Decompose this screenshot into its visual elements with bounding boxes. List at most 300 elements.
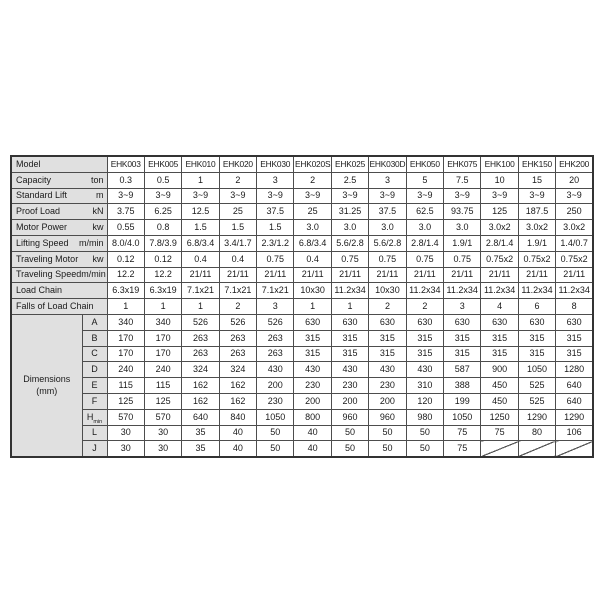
dimension-value-cell: 200 [369, 393, 406, 409]
dimension-value-cell: 340 [107, 314, 144, 330]
spec-table-body [11, 156, 593, 457]
dimension-value-cell: 30 [107, 425, 144, 441]
spec-row [11, 220, 593, 236]
spec-value-cell: 3~9 [331, 188, 368, 204]
spec-value-cell: 0.75 [369, 251, 406, 267]
spec-value-cell: 3~9 [144, 188, 181, 204]
dimension-value-cell: 199 [444, 393, 481, 409]
dimension-value-cell: 570 [107, 409, 144, 425]
spec-value-cell: 2.3/1.2 [257, 235, 294, 251]
dimension-value-cell: 263 [257, 330, 294, 346]
spec-value-cell: 1 [331, 299, 368, 315]
dimension-value-cell: 162 [182, 393, 219, 409]
spec-row [11, 299, 593, 315]
spec-value-cell: 5.6/2.8 [331, 235, 368, 251]
model-name-cell: EHK100 [481, 156, 518, 172]
spec-row-label: Standard Lift [16, 190, 68, 201]
dimension-value-cell: 315 [518, 330, 555, 346]
spec-value-cell: 11.2x34 [406, 283, 443, 299]
spec-value-cell: 5 [406, 172, 443, 188]
spec-value-cell: 250 [556, 204, 593, 220]
dimension-value-cell: 630 [369, 314, 406, 330]
model-name-cell: EHK075 [444, 156, 481, 172]
spec-row-label: Lifting Speed [16, 237, 69, 248]
spec-row-label-wrap [12, 302, 107, 311]
dimensions-label-title: Dimensions [23, 374, 71, 385]
dimension-value-cell: 315 [294, 330, 331, 346]
spec-value-cell: 1.5 [182, 220, 219, 236]
spec-row-label-wrap [12, 223, 107, 232]
spec-value-cell: 2 [219, 172, 256, 188]
spec-value-cell: 2 [219, 299, 256, 315]
dimension-value-cell: 315 [556, 346, 593, 362]
dimension-value-cell: 630 [481, 314, 518, 330]
dimension-value-cell: 310 [406, 378, 443, 394]
dimension-value-cell: 125 [107, 393, 144, 409]
dimension-value-cell: 230 [369, 378, 406, 394]
dimension-value-cell: 1250 [481, 409, 518, 425]
dimension-value-cell: 40 [294, 425, 331, 441]
dimension-value-cell: 120 [406, 393, 443, 409]
spec-value-cell: 0.3 [107, 172, 144, 188]
spec-value-cell: 3.0 [331, 220, 368, 236]
dimension-value-cell: 315 [369, 330, 406, 346]
dimension-value-cell: 50 [406, 441, 443, 457]
spec-row-label-cell [11, 267, 107, 283]
spec-value-cell: 15 [518, 172, 555, 188]
spec-row-unit: m/min [81, 269, 106, 280]
dimension-value-cell: 40 [219, 425, 256, 441]
dimension-value-cell: 30 [107, 441, 144, 457]
spec-row [11, 251, 593, 267]
spec-row-label-cell [11, 299, 107, 315]
dimension-value-cell: 315 [481, 330, 518, 346]
dimension-value-cell: 430 [257, 362, 294, 378]
spec-value-cell: 37.5 [369, 204, 406, 220]
dimensions-label-cell [11, 314, 82, 457]
spec-value-cell: 10x30 [294, 283, 331, 299]
spec-row-unit: kN [92, 206, 104, 217]
spec-value-cell: 3~9 [294, 188, 331, 204]
spec-value-cell: 3.0 [406, 220, 443, 236]
spec-value-cell: 3.0 [444, 220, 481, 236]
dimension-key-cell: E [82, 378, 107, 394]
dimension-value-cell: 263 [257, 346, 294, 362]
spec-value-cell: 1.4/0.7 [556, 235, 593, 251]
spec-row-unit: kw [92, 253, 104, 264]
dimension-value-cell: 50 [369, 441, 406, 457]
not-applicable-cell [518, 441, 555, 457]
spec-value-cell: 1 [294, 299, 331, 315]
dimension-value-cell: 1050 [257, 409, 294, 425]
spec-value-cell: 1 [182, 172, 219, 188]
dimension-value-cell: 340 [144, 314, 181, 330]
model-name-cell: EHK030D [369, 156, 406, 172]
spec-row-label: Motor Power [16, 222, 68, 233]
spec-value-cell: 3~9 [481, 188, 518, 204]
dimension-value-cell: 526 [182, 314, 219, 330]
model-name-cell: EHK200 [556, 156, 593, 172]
spec-value-cell: 3.0 [369, 220, 406, 236]
spec-row [11, 204, 593, 220]
spec-value-cell: 7.5 [444, 172, 481, 188]
spec-value-cell: 0.75x2 [481, 251, 518, 267]
dimension-value-cell: 960 [331, 409, 368, 425]
dimension-value-cell: 324 [219, 362, 256, 378]
spec-value-cell: 2.8/1.4 [406, 235, 443, 251]
spec-table [10, 155, 594, 458]
spec-value-cell: 11.2x34 [444, 283, 481, 299]
dimension-value-cell: 315 [331, 346, 368, 362]
dimension-value-cell: 1050 [518, 362, 555, 378]
spec-row-label-wrap [12, 270, 107, 279]
spec-value-cell: 21/11 [369, 267, 406, 283]
spec-value-cell: 12.2 [144, 267, 181, 283]
spec-value-cell: 3~9 [219, 188, 256, 204]
dimension-row [11, 425, 593, 441]
spec-value-cell: 6.3x19 [107, 283, 144, 299]
spec-value-cell: 0.4 [182, 251, 219, 267]
spec-value-cell: 3~9 [107, 188, 144, 204]
spec-row [11, 172, 593, 188]
spec-value-cell: 6.3x19 [144, 283, 181, 299]
spec-value-cell: 2 [406, 299, 443, 315]
spec-value-cell: 0.75 [406, 251, 443, 267]
spec-row-label-wrap [12, 239, 107, 248]
spec-value-cell: 3~9 [406, 188, 443, 204]
dimension-value-cell: 75 [444, 441, 481, 457]
dimension-value-cell: 1290 [518, 409, 555, 425]
dimension-value-cell: 630 [294, 314, 331, 330]
spec-value-cell: 3 [444, 299, 481, 315]
dimension-value-cell: 170 [107, 330, 144, 346]
dimension-key-cell: F [82, 393, 107, 409]
spec-value-cell: 3 [257, 172, 294, 188]
spec-value-cell: 62.5 [406, 204, 443, 220]
spec-value-cell: 1.9/1 [444, 235, 481, 251]
spec-value-cell: 21/11 [556, 267, 593, 283]
spec-value-cell: 21/11 [257, 267, 294, 283]
dimension-value-cell: 35 [182, 425, 219, 441]
spec-value-cell: 0.4 [219, 251, 256, 267]
spec-value-cell: 2 [294, 172, 331, 188]
dimension-row [11, 409, 593, 425]
spec-value-cell: 21/11 [481, 267, 518, 283]
spec-value-cell: 6.8/3.4 [294, 235, 331, 251]
hoist-spec-sheet [10, 155, 594, 458]
spec-value-cell: 21/11 [294, 267, 331, 283]
spec-row-label-cell [11, 283, 107, 299]
spec-value-cell: 25 [294, 204, 331, 220]
spec-value-cell: 12.5 [182, 204, 219, 220]
dimension-value-cell: 315 [331, 330, 368, 346]
dimension-key-cell: L [82, 425, 107, 441]
spec-value-cell: 21/11 [182, 267, 219, 283]
dimension-value-cell: 450 [481, 393, 518, 409]
dimension-row [11, 330, 593, 346]
spec-value-cell: 3.0x2 [518, 220, 555, 236]
spec-value-cell: 4 [481, 299, 518, 315]
spec-value-cell: 8.0/4.0 [107, 235, 144, 251]
dimension-value-cell: 1280 [556, 362, 593, 378]
dimension-value-cell: 50 [257, 441, 294, 457]
dimension-value-cell: 1290 [556, 409, 593, 425]
spec-value-cell: 3~9 [444, 188, 481, 204]
dimension-value-cell: 840 [219, 409, 256, 425]
dimension-value-cell: 526 [257, 314, 294, 330]
spec-row-label-cell [11, 204, 107, 220]
spec-value-cell: 2 [369, 299, 406, 315]
spec-value-cell: 25 [219, 204, 256, 220]
spec-value-cell: 0.55 [107, 220, 144, 236]
not-applicable-cell [481, 441, 518, 457]
dimension-value-cell: 570 [144, 409, 181, 425]
dimension-value-cell: 587 [444, 362, 481, 378]
spec-row-label: Traveling Motor [16, 253, 79, 264]
spec-row-label-cell [11, 235, 107, 251]
dimension-value-cell: 263 [182, 330, 219, 346]
dimension-value-cell: 430 [331, 362, 368, 378]
dimension-value-cell: 240 [144, 362, 181, 378]
dimension-value-cell: 263 [219, 330, 256, 346]
spec-value-cell: 1 [182, 299, 219, 315]
dimension-value-cell: 315 [369, 346, 406, 362]
dimension-value-cell: 630 [518, 314, 555, 330]
dimension-value-cell: 40 [219, 441, 256, 457]
dimension-value-cell: 315 [481, 346, 518, 362]
dimension-value-cell: 162 [219, 378, 256, 394]
spec-value-cell: 0.8 [144, 220, 181, 236]
dimension-value-cell: 50 [406, 425, 443, 441]
dimension-value-cell: 30 [144, 425, 181, 441]
spec-value-cell: 7.1x21 [219, 283, 256, 299]
dimension-value-cell: 900 [481, 362, 518, 378]
spec-row [11, 188, 593, 204]
dimension-value-cell: 324 [182, 362, 219, 378]
dimension-value-cell: 315 [406, 330, 443, 346]
dimension-value-cell: 526 [219, 314, 256, 330]
dimension-value-cell: 263 [219, 346, 256, 362]
spec-value-cell: 21/11 [331, 267, 368, 283]
spec-value-cell: 6.8/3.4 [182, 235, 219, 251]
dimension-value-cell: 75 [481, 425, 518, 441]
spec-value-cell: 0.12 [107, 251, 144, 267]
dimension-value-cell: 106 [556, 425, 593, 441]
model-name-cell: EHK020S [294, 156, 331, 172]
dimension-value-cell: 40 [294, 441, 331, 457]
spec-row-label-wrap [12, 207, 107, 216]
dimension-value-cell: 640 [182, 409, 219, 425]
spec-value-cell: 21/11 [518, 267, 555, 283]
dimension-value-cell: 980 [406, 409, 443, 425]
dimension-row [11, 346, 593, 362]
spec-value-cell: 3.0x2 [556, 220, 593, 236]
dimension-key-cell: D [82, 362, 107, 378]
spec-row-label: Load Chain [16, 285, 63, 296]
model-name-cell: EHK030 [257, 156, 294, 172]
spec-value-cell: 1 [144, 299, 181, 315]
spec-value-cell: 3~9 [257, 188, 294, 204]
spec-row-label-wrap [12, 255, 107, 264]
dimension-value-cell: 50 [369, 425, 406, 441]
dimension-row [11, 393, 593, 409]
spec-value-cell: 5.6/2.8 [369, 235, 406, 251]
spec-row-label: Capacity [16, 174, 52, 185]
dimension-value-cell: 430 [294, 362, 331, 378]
dimension-value-cell: 525 [518, 393, 555, 409]
dimension-key-cell: J [82, 441, 107, 457]
spec-row-unit: m/min [79, 237, 104, 248]
spec-row-unit: m [96, 190, 104, 201]
spec-value-cell: 11.2x34 [556, 283, 593, 299]
spec-value-cell: 3.0 [294, 220, 331, 236]
dimension-value-cell: 315 [556, 330, 593, 346]
model-name-cell: EHK020 [219, 156, 256, 172]
dimension-row [11, 362, 593, 378]
spec-value-cell: 0.5 [144, 172, 181, 188]
spec-value-cell: 20 [556, 172, 593, 188]
spec-value-cell: 1.9/1 [518, 235, 555, 251]
dimension-value-cell: 50 [257, 425, 294, 441]
spec-value-cell: 1.5 [219, 220, 256, 236]
spec-value-cell: 3 [257, 299, 294, 315]
spec-row-label: Falls of Load Chain [16, 301, 94, 312]
dimension-value-cell: 200 [257, 378, 294, 394]
spec-value-cell: 12.2 [107, 267, 144, 283]
dimension-value-cell: 115 [144, 378, 181, 394]
dimension-value-cell: 630 [444, 314, 481, 330]
dimension-value-cell: 230 [257, 393, 294, 409]
dimension-value-cell: 630 [331, 314, 368, 330]
spec-value-cell: 1.5 [257, 220, 294, 236]
dimension-value-cell: 50 [331, 441, 368, 457]
spec-value-cell: 7.1x21 [182, 283, 219, 299]
spec-value-cell: 3.4/1.7 [219, 235, 256, 251]
dimension-value-cell: 125 [144, 393, 181, 409]
dimension-value-cell: 170 [144, 346, 181, 362]
spec-row-label-cell [11, 251, 107, 267]
model-header-row [11, 156, 593, 172]
spec-value-cell: 0.4 [294, 251, 331, 267]
model-name-cell: EHK003 [107, 156, 144, 172]
dimension-key-cell: A [82, 314, 107, 330]
dimension-value-cell: 315 [518, 346, 555, 362]
spec-value-cell: 2.5 [331, 172, 368, 188]
dimension-value-cell: 430 [369, 362, 406, 378]
spec-row-unit: kw [92, 222, 104, 233]
dimension-key-cell: B [82, 330, 107, 346]
spec-value-cell: 3~9 [556, 188, 593, 204]
spec-value-cell: 93.75 [444, 204, 481, 220]
dimension-value-cell: 525 [518, 378, 555, 394]
dimension-value-cell: 640 [556, 393, 593, 409]
spec-value-cell: 11.2x34 [481, 283, 518, 299]
model-name-cell: EHK025 [331, 156, 368, 172]
model-name-cell: EHK005 [144, 156, 181, 172]
spec-value-cell: 8 [556, 299, 593, 315]
dimension-value-cell: 170 [107, 346, 144, 362]
spec-row-label-wrap [12, 176, 107, 185]
dimension-value-cell: 630 [556, 314, 593, 330]
dimension-value-cell: 315 [294, 346, 331, 362]
spec-row-label-cell [11, 172, 107, 188]
dimension-value-cell: 75 [444, 425, 481, 441]
spec-row [11, 235, 593, 251]
dimension-value-cell: 630 [406, 314, 443, 330]
spec-value-cell: 3~9 [182, 188, 219, 204]
spec-value-cell: 3.75 [107, 204, 144, 220]
model-name-cell: EHK150 [518, 156, 555, 172]
spec-value-cell: 10 [481, 172, 518, 188]
dimension-value-cell: 800 [294, 409, 331, 425]
spec-value-cell: 21/11 [406, 267, 443, 283]
spec-value-cell: 3.0x2 [481, 220, 518, 236]
spec-value-cell: 0.75x2 [556, 251, 593, 267]
spec-value-cell: 31.25 [331, 204, 368, 220]
dimension-row [11, 441, 593, 457]
spec-row-label: Traveling Speed [16, 269, 82, 280]
not-applicable-cell [556, 441, 593, 457]
spec-row-unit: ton [91, 174, 104, 185]
spec-value-cell: 0.75 [331, 251, 368, 267]
dimension-value-cell: 200 [294, 393, 331, 409]
spec-value-cell: 0.75x2 [518, 251, 555, 267]
dimension-key-cell: C [82, 346, 107, 362]
spec-value-cell: 10x30 [369, 283, 406, 299]
dimension-value-cell: 162 [219, 393, 256, 409]
spec-value-cell: 21/11 [219, 267, 256, 283]
dimension-value-cell: 450 [481, 378, 518, 394]
dimension-value-cell: 640 [556, 378, 593, 394]
model-name-cell: EHK050 [406, 156, 443, 172]
dimension-value-cell: 170 [144, 330, 181, 346]
spec-row-label-wrap [12, 191, 107, 200]
dimensions-label-unit: (mm) [36, 385, 58, 396]
spec-value-cell: 2.8/1.4 [481, 235, 518, 251]
dimension-value-cell: 35 [182, 441, 219, 457]
dimension-value-cell: 80 [518, 425, 555, 441]
spec-row-label-cell [11, 188, 107, 204]
dimension-value-cell: 162 [182, 378, 219, 394]
spec-value-cell: 11.2x34 [331, 283, 368, 299]
dimension-row [11, 314, 593, 330]
spec-value-cell: 37.5 [257, 204, 294, 220]
spec-value-cell: 1 [107, 299, 144, 315]
model-row-label [11, 156, 107, 172]
spec-value-cell: 0.75 [444, 251, 481, 267]
spec-row-label-wrap [12, 286, 107, 295]
spec-value-cell: 6.25 [144, 204, 181, 220]
spec-value-cell: 3~9 [369, 188, 406, 204]
dimension-value-cell: 430 [406, 362, 443, 378]
dimension-value-cell: 115 [107, 378, 144, 394]
dimension-value-cell: 315 [444, 330, 481, 346]
spec-row [11, 267, 593, 283]
dimension-row [11, 378, 593, 394]
spec-value-cell: 0.75 [257, 251, 294, 267]
dimension-value-cell: 240 [107, 362, 144, 378]
dimension-value-cell: 388 [444, 378, 481, 394]
dimension-key-subscript: min [93, 418, 103, 425]
dimension-value-cell: 200 [331, 393, 368, 409]
spec-row-label-cell [11, 220, 107, 236]
spec-value-cell: 7.8/3.9 [144, 235, 181, 251]
spec-value-cell: 187.5 [518, 204, 555, 220]
dimension-value-cell: 263 [182, 346, 219, 362]
spec-value-cell: 0.12 [144, 251, 181, 267]
dimension-value-cell: 50 [331, 425, 368, 441]
model-row-label-span: Model [16, 158, 41, 169]
